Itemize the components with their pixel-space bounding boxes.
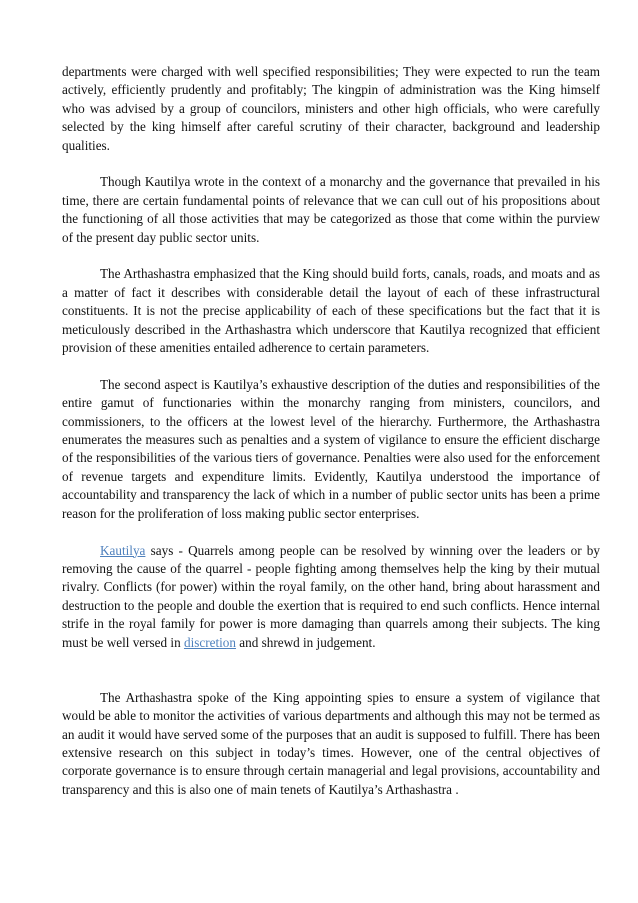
paragraph-monarchy-context: Though Kautilya wrote in the context of a monarchy and the governance that prevailed in his time, there are certain fundamental points of relevance that we can cull out of his propositions about the functioning of all those activities that may be categorized as those that come within the purview of the present day public sector units. (62, 174, 600, 245)
quote-text-part-1: says - Quarrels among people can be resolved by winning over the leaders or by removing the cause of the quarrel - people fighting among themselves help the king by their mutual rivalry. Conflicts (for power) within the royal family, on the other hand, bring about harassment and destruction to the people and double the exertion that is required to end such conflicts. Hence internal strife in the royal family for power is more damaging than quarrels among their subjects. The king must be well versed in (62, 542, 600, 650)
document-page (62, 63, 600, 818)
quote-text-part-2: and shrewd in judgement. (235, 634, 376, 650)
paragraph-departments: departments were charged with well specified responsibilities; They were expected to run the team actively, efficiently prudently and profitably; The kingpin of administration was the King himself who was advised by a group of councilors, ministers and other high officials, who were carefully selected by the king himself after careful scrutiny of their character, background and leadership qualities. (62, 64, 600, 153)
discretion-link[interactable]: discretion (183, 634, 236, 650)
paragraph-kautilya-quote (62, 542, 600, 652)
kautilya-link[interactable]: Kautilya (100, 542, 146, 558)
paragraph-duties-responsibilities: The second aspect is Kautilya’s exhaustive description of the duties and responsibilities of the entire gamut of functionaries within the monarchy ranging from ministers, councilors, and commissioners, to the officers at the lowest level of the hierarchy. Furthermore, the Arthashastra enumerates the measures such as penalties and a system of vigilance to ensure the efficient discharge of the responsibilities of the various tiers of governance. Penalties were also used for the enforcement of revenue targets and expenditure limits. Evidently, Kautilya understood the importance of accountability and transparency the lack of which in a number of public sector units has been a prime reason for the proliferation of loss making public sector enterprises. (62, 376, 600, 521)
paragraph-spies-vigilance: The Arthashastra spoke of the King appointing spies to ensure a system of vigilance that would be able to monitor the activities of various departments and although this may not be termed as an audit it would have served some of the purposes that an audit is supposed to fulfill. There has been extensive research on this subject in today’s times. However, one of the central objectives of corporate governance is to ensure through certain managerial and legal provisions, accountability and transparency and this is also one of main tenets of Kautilya’s Arthashastra . (62, 689, 600, 797)
paragraph-infrastructure: The Arthashastra emphasized that the King should build forts, canals, roads, and moats and as a matter of fact it describes with considerable detail the layout of each of these infrastructural constituents. It is not the precise applicability of each of these specifications but the fact that it is meticulously described in the Arthashastra which underscore that Kautilya recognized that efficient provision of these amenities entailed adherence to certain parameters. (62, 266, 600, 356)
